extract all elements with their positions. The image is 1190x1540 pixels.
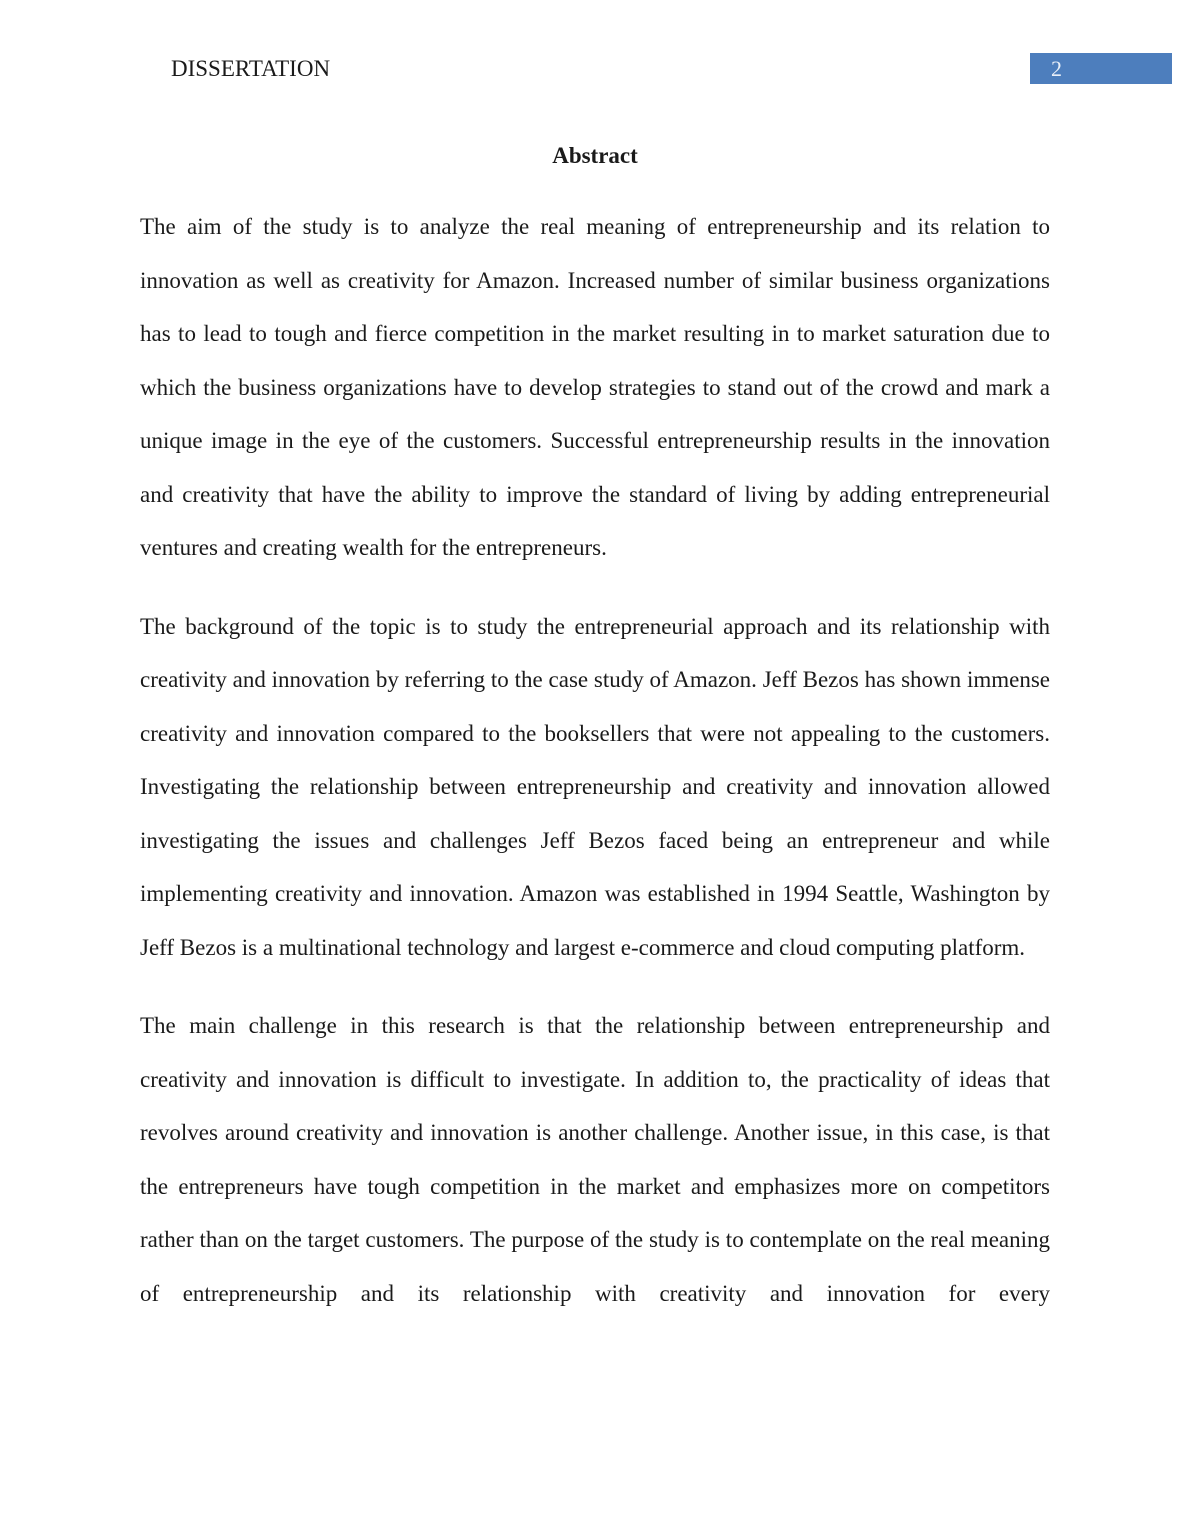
abstract-paragraph-3: The main challenge in this research is that the relationship between entrepreneurship and creativity and innovation is difficult to investigate. In addition to, the practicality of ideas that revolves around creativity and innovation is another challenge. Another issue, in this case, is that the entrepreneurs have tough competition in the market and emphasizes more on competitors rather than on the target customers. The purpose of the study is to contemplate on the real meaning of entrepreneurship and its relationship with creativity and innovation for every [140,1013,1050,1306]
abstract-title: Abstract [552,143,638,168]
abstract-paragraph-1: The aim of the study is to analyze the real meaning of entrepreneurship and its relation to innovation as well as creativity for Amazon. Increased number of similar business organizations has to lead to tough and fierce competition in the market resulting in to market saturation due to which the business organizations have to develop strategies to stand out of the crowd and mark a unique image in the eye of the customers. Successful entrepreneurship results in the innovation and creativity that have the ability to improve the standard of living by adding entrepreneurial ventures and creating wealth for the entrepreneurs. [140,214,1050,560]
running-head: DISSERTATION [171,56,331,81]
abstract-paragraph-2: The background of the topic is to study the entrepreneurial approach and its relationship with creativity and innovation by referring to the case study of Amazon. Jeff Bezos has shown immense creativity and innovation compared to the booksellers that were not appealing to the customers. Investigating the relationship between entrepreneurship and creativity and innovation allowed investigating the issues and challenges Jeff Bezos faced being an entrepreneur and while implementing creativity and innovation. Amazon was established in 1994 Seattle, Washington by Jeff Bezos is a multinational technology and largest e-commerce and cloud computing platform. [140,613,1050,960]
page-number: 2 [1051,56,1062,81]
document-header [140,53,1050,84]
document-body [140,200,1050,1320]
page-number-badge [1030,53,1172,84]
